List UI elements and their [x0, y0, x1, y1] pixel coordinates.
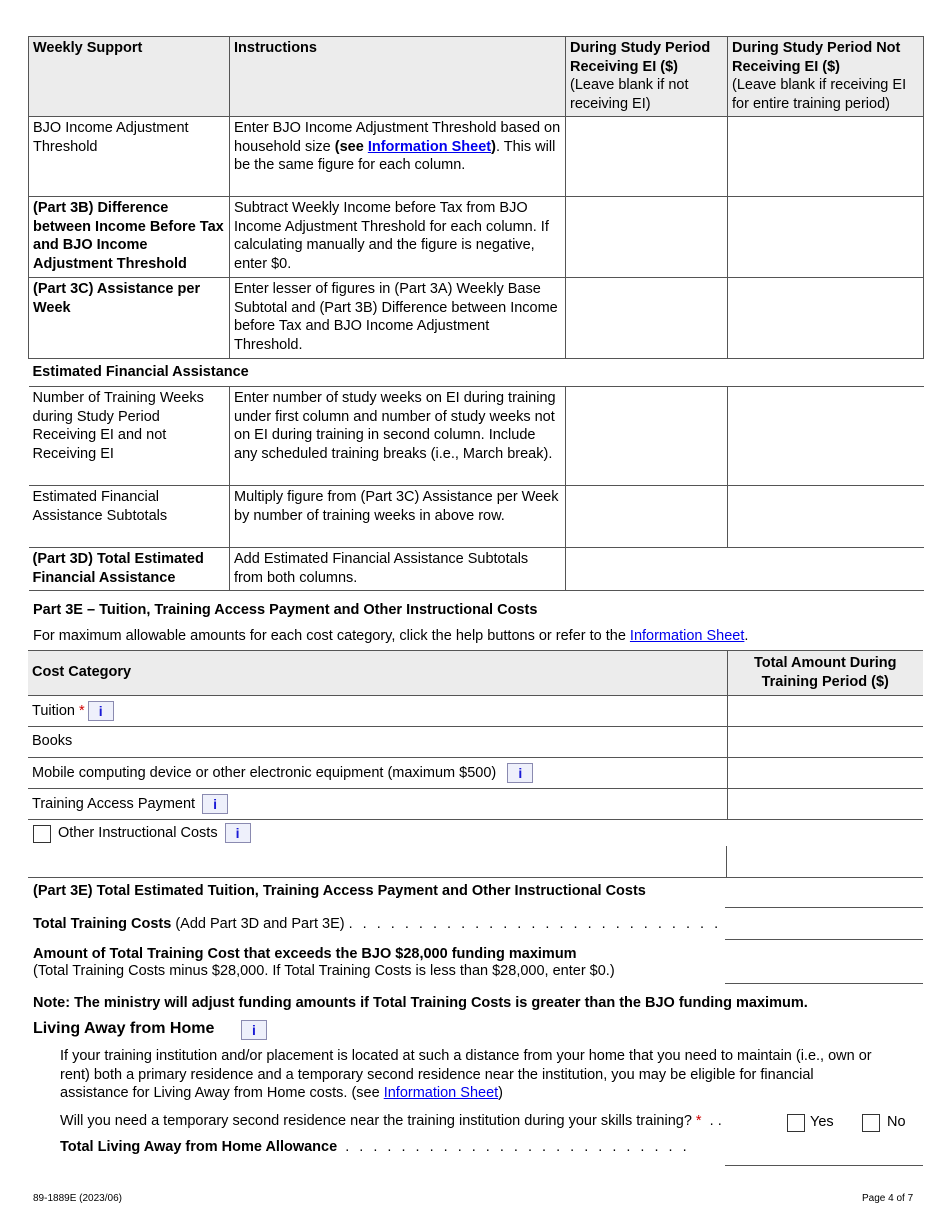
- exceeds-note: (Total Training Costs minus $28,000. If Total Training Costs is less than $28,000, enter $0.): [33, 963, 615, 979]
- total-training-costs-line: [725, 939, 923, 940]
- part3e-intro: [33, 627, 748, 646]
- instr-text: Enter BJO Income Adjustment Threshold based on household size: [234, 120, 561, 155]
- part3e-title: Part 3E – Tuition, Training Access Payment and Other Instructional Costs: [33, 602, 538, 618]
- row-label: BJO Income Adjustment Threshold: [29, 117, 230, 197]
- row-instructions: Enter lesser of figures in (Part 3A) Weekly Base Subtotal and (Part 3B) Difference between Income before Tax and BJO Income Adjustment Threshold.: [230, 278, 566, 359]
- instr-text-end: . This will be the same figure for each column.: [234, 138, 556, 173]
- table-row: [28, 758, 923, 789]
- subtotal-receiving-ei-input[interactable]: [566, 486, 728, 548]
- training-access-help-icon[interactable]: i: [202, 794, 228, 814]
- table-row: [28, 727, 923, 758]
- header-total-amount: Total Amount During Training Period ($): [727, 651, 923, 696]
- second-residence-question: [60, 1112, 722, 1131]
- row-label: (Part 3D) Total Estimated Financial Assistance: [29, 548, 230, 591]
- allowance-line: [725, 1165, 923, 1166]
- cost-label: Tuition: [32, 702, 75, 719]
- information-sheet-link[interactable]: Information Sheet: [383, 1085, 499, 1101]
- weeks-receiving-ei-input[interactable]: [566, 387, 728, 486]
- header-not-receiving-ei-title: During Study Period Not Receiving EI ($): [732, 40, 901, 75]
- training-access-amount-input[interactable]: [727, 789, 923, 820]
- cost-label: Books: [28, 727, 727, 758]
- page-number: Page 4 of 7: [862, 1193, 914, 1204]
- exceeds-input[interactable]: [725, 956, 923, 983]
- other-costs-checkbox[interactable]: [33, 825, 51, 843]
- table-row: [29, 486, 924, 548]
- section-row: [29, 359, 924, 387]
- row-label: (Part 3C) Assistance per Week: [29, 278, 230, 359]
- table-row: [29, 548, 924, 591]
- leader-dots: . . . . . . . . . . . . . . . . . . . . . . . . .: [345, 1139, 690, 1155]
- instr-bold-end: ): [491, 138, 496, 155]
- living-away-text: If your training institution and/or placement is located at such a distance from your home that you need to maintain (i.e., own or rent) both a primary residence and a temporary second residence near the institution, you may be eligible for financial assistance for Living Away from Home costs. (see: [60, 1048, 872, 1101]
- header-receiving-ei-title: During Study Period Receiving EI ($): [570, 40, 711, 75]
- instr-bold: (see: [334, 138, 368, 155]
- other-costs-row: [58, 823, 251, 843]
- table-row: [29, 387, 924, 486]
- header-receiving-ei-note: (Leave blank if not receiving EI): [570, 77, 689, 112]
- funding-note: Note: The ministry will adjust funding amounts if Total Training Costs is greater than the BJO funding maximum.: [33, 995, 808, 1011]
- allowance-row: [60, 1138, 690, 1157]
- header-instructions: Instructions: [230, 37, 566, 117]
- row-instructions: Multiply figure from (Part 3C) Assistance per Week by number of training weeks in above row.: [230, 486, 566, 548]
- total-training-costs-row: [33, 915, 721, 934]
- other-costs-help-icon[interactable]: i: [225, 823, 251, 843]
- cost-category-table: [28, 650, 923, 820]
- leader-dots: . .: [709, 1113, 722, 1129]
- part3e-total-line: [725, 907, 923, 908]
- header-not-receiving-ei-note: (Leave blank if receiving EI for entire training period): [732, 77, 907, 112]
- cost-row-training-access: [28, 789, 727, 820]
- required-marker: *: [79, 702, 85, 719]
- cost-label: Training Access Payment: [32, 795, 196, 812]
- weekly-support-table: [28, 36, 924, 591]
- table-row: [29, 197, 924, 278]
- table-header-row: [29, 37, 924, 117]
- section-title: Estimated Financial Assistance: [29, 359, 924, 387]
- header-cost-category: Cost Category: [28, 651, 727, 696]
- threshold-receiving-ei-input[interactable]: [566, 117, 728, 197]
- table-row: [28, 696, 923, 727]
- threshold-not-receiving-ei-input[interactable]: [728, 117, 924, 197]
- table-row: [29, 278, 924, 359]
- part3e-total-input[interactable]: [725, 880, 923, 907]
- living-away-paragraph: [60, 1047, 880, 1103]
- row-instructions: Enter number of study weeks on EI during training under first column and number of study weeks not on EI during training in second column. Include any scheduled training breaks (i.e., March break).: [230, 387, 566, 486]
- living-away-title: Living Away from Home: [33, 1020, 215, 1037]
- question-text: Will you need a temporary second residence near the training institution during your skills training?: [60, 1113, 692, 1129]
- row-label: Number of Training Weeks during Study Period Receiving EI and not Receiving EI: [29, 387, 230, 486]
- header-weekly-support: Weekly Support: [29, 37, 230, 117]
- no-label: No: [887, 1114, 906, 1130]
- second-residence-yes-checkbox[interactable]: [787, 1114, 805, 1132]
- table-row: [28, 789, 923, 820]
- subtotal-not-receiving-ei-input[interactable]: [728, 486, 924, 548]
- required-marker: *: [695, 1113, 702, 1129]
- total-training-costs-input[interactable]: [725, 912, 923, 939]
- other-costs-amount-input[interactable]: [727, 847, 922, 876]
- assistance-receiving-ei-input[interactable]: [566, 278, 728, 359]
- part3e-intro-text: For maximum allowable amounts for each cost category, click the help buttons or refer to the: [33, 628, 630, 644]
- information-sheet-link[interactable]: Information Sheet: [367, 138, 492, 155]
- cost-label: Other Instructional Costs: [58, 824, 218, 841]
- cost-row-tuition: [28, 696, 727, 727]
- header-receiving-ei: [566, 37, 728, 117]
- total-training-costs-label: Total Training Costs: [33, 916, 172, 932]
- allowance-label: Total Living Away from Home Allowance: [60, 1139, 338, 1155]
- weeks-not-receiving-ei-input[interactable]: [728, 387, 924, 486]
- form-id: 89-1889E (2023/06): [33, 1193, 122, 1204]
- assistance-not-receiving-ei-input[interactable]: [728, 278, 924, 359]
- row-instructions: [230, 117, 566, 197]
- total-estimated-assistance-input[interactable]: [566, 548, 924, 591]
- difference-not-receiving-ei-input[interactable]: [728, 197, 924, 278]
- part3e-total-label: (Part 3E) Total Estimated Tuition, Training Access Payment and Other Instructional Costs: [33, 883, 646, 899]
- information-sheet-link[interactable]: Information Sheet: [629, 628, 745, 644]
- row-label: (Part 3B) Difference between Income Before Tax and BJO Income Adjustment Threshold: [29, 197, 230, 278]
- leader-dots: . . . . . . . . . . . . . . . . . . . . . . . . . . .: [348, 916, 722, 932]
- mobile-device-help-icon[interactable]: i: [507, 763, 533, 783]
- cost-label: Mobile computing device or other electronic equipment (maximum $500): [32, 764, 497, 781]
- part3e-intro-end: .: [744, 628, 749, 644]
- table-row: [29, 117, 924, 197]
- row-instructions: Subtract Weekly Income before Tax from BJO Income Adjustment Threshold for each column. If calculating manually and the figure is negative, enter $0.: [230, 197, 566, 278]
- books-amount-input[interactable]: [727, 727, 923, 758]
- row-label: Estimated Financial Assistance Subtotals: [29, 486, 230, 548]
- header-not-receiving-ei: [728, 37, 924, 117]
- tuition-help-icon[interactable]: i: [88, 701, 114, 721]
- living-away-text-end: ): [498, 1085, 504, 1101]
- cost-row-mobile-device: [28, 758, 727, 789]
- tuition-amount-input[interactable]: [727, 696, 923, 727]
- second-residence-no-checkbox[interactable]: [862, 1114, 880, 1132]
- mobile-device-amount-input[interactable]: [727, 758, 923, 789]
- living-away-help-icon[interactable]: i: [241, 1020, 267, 1040]
- yes-label: Yes: [810, 1114, 834, 1130]
- exceeds-label: Amount of Total Training Cost that exceeds the BJO $28,000 funding maximum: [33, 946, 577, 962]
- table-header-row: [28, 651, 923, 696]
- allowance-input[interactable]: [725, 1138, 923, 1165]
- divider: [28, 877, 923, 878]
- total-training-costs-note: (Add Part 3D and Part 3E): [171, 916, 345, 932]
- exceeds-line: [725, 983, 923, 984]
- row-instructions: Add Estimated Financial Assistance Subtotals from both columns.: [230, 548, 566, 591]
- difference-receiving-ei-input[interactable]: [566, 197, 728, 278]
